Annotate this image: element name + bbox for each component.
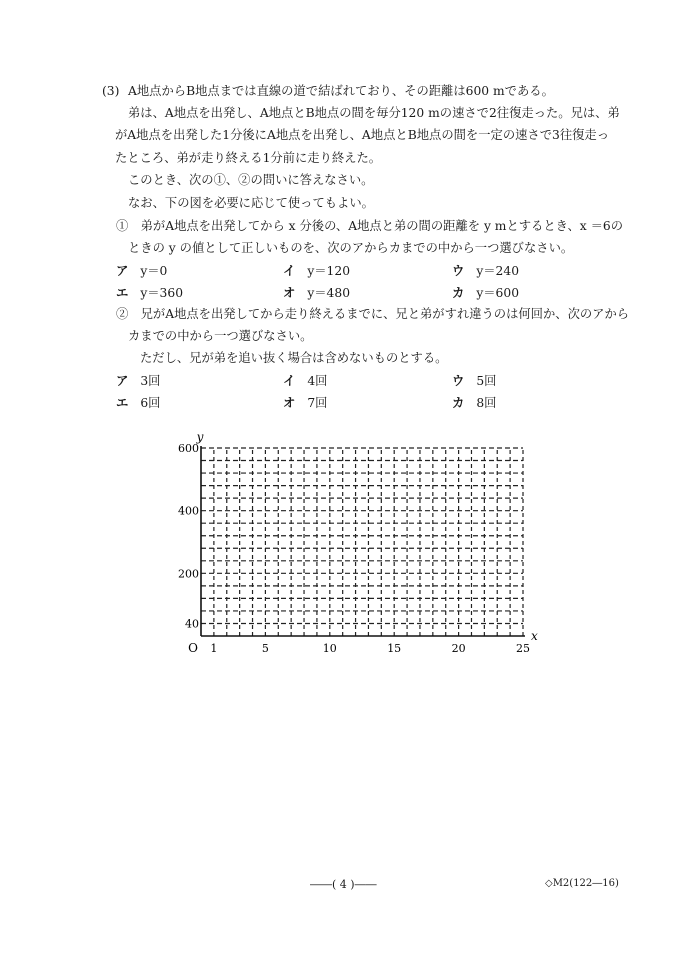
- option-key: エ: [116, 285, 129, 300]
- problem-number: (3): [102, 84, 120, 98]
- x-tick-label: 20: [451, 642, 466, 655]
- problem-line: がA地点を出発した1分後にA地点を出発し、A地点とB地点の間を一定の速さで3往復走っ: [115, 128, 610, 142]
- option-text: y＝240: [476, 264, 520, 278]
- answer-option: [283, 373, 327, 389]
- page-number: ――( 4 )――: [310, 878, 377, 891]
- q2-line: ② 兄がA地点を出発してから走り終えるまでに、兄と弟がすれ違うのは何回か、次のアから: [116, 307, 630, 321]
- option-key: ア: [116, 263, 129, 278]
- problem-line: なお、下の図を必要に応じて使ってもよい。: [128, 196, 374, 210]
- answer-option: [452, 373, 496, 389]
- answer-option: [283, 285, 350, 301]
- option-key: オ: [283, 395, 296, 410]
- x-axis-label: x: [531, 629, 538, 643]
- problem-line: たところ、弟が走り終える1分前に走り終えた。: [115, 151, 382, 165]
- exam-code: ◇M2(122―16): [545, 878, 619, 889]
- answer-option: [283, 395, 327, 411]
- answer-option: [452, 263, 519, 279]
- q1-line: ① 弟がA地点を出発してから x 分後の、A地点と弟の間の距離を y mとするとき、x ＝6の: [116, 219, 624, 233]
- q1-line: ときの y の値として正しいものを、次のアからカまでの中から一つ選びなさい。: [128, 241, 574, 255]
- option-key: エ: [116, 395, 129, 410]
- q2-line: ただし、兄が弟を追い抜く場合は含めないものとする。: [140, 351, 448, 365]
- option-key: カ: [452, 395, 465, 410]
- problem-line: このとき、次の①、②の問いに答えなさい。: [128, 173, 374, 187]
- option-text: y＝360: [140, 286, 184, 300]
- answer-option: [452, 285, 519, 301]
- option-text: 5回: [476, 374, 497, 388]
- answer-option: [116, 373, 160, 389]
- y-tick-label: 600: [178, 442, 199, 455]
- problem-line: A地点からB地点までは直線の道で結ばれており、その距離は600 mである。: [128, 84, 554, 98]
- problem-line: 弟は、A地点を出発し、A地点とB地点の間を毎分120 mの速さで2往復走った。兄は、弟: [128, 106, 620, 120]
- option-key: ウ: [452, 263, 465, 278]
- answer-option: [452, 395, 496, 411]
- option-text: 3回: [140, 374, 161, 388]
- option-key: ウ: [452, 373, 465, 388]
- option-text: 7回: [307, 396, 328, 410]
- x-tick-label: 25: [516, 642, 530, 655]
- x-tick-label: 1: [210, 642, 218, 655]
- answer-option: [283, 263, 350, 279]
- q2-line: カまでの中から一つ選びなさい。: [128, 329, 313, 343]
- x-tick-label: 10: [322, 642, 337, 655]
- origin-label: O: [188, 641, 198, 655]
- option-text: y＝0: [140, 264, 168, 278]
- option-text: 8回: [476, 396, 497, 410]
- option-key: ア: [116, 373, 129, 388]
- option-text: 4回: [307, 374, 328, 388]
- option-text: y＝600: [476, 286, 520, 300]
- y-tick-label: 400: [178, 504, 199, 518]
- y-tick-label: 40: [185, 617, 199, 631]
- answer-option: [116, 285, 183, 301]
- x-tick-label: 5: [261, 642, 269, 655]
- y-tick-label: 200: [178, 567, 199, 581]
- option-key: カ: [452, 285, 465, 300]
- x-tick-label: 15: [387, 642, 402, 655]
- option-text: 6回: [140, 396, 161, 410]
- graph-grid: [170, 425, 550, 665]
- option-text: y＝120: [307, 264, 351, 278]
- option-key: イ: [283, 263, 296, 278]
- answer-option: [116, 263, 167, 279]
- option-text: y＝480: [307, 286, 351, 300]
- answer-option: [116, 395, 160, 411]
- option-key: オ: [283, 285, 296, 300]
- y-axis-label: y: [196, 430, 204, 444]
- option-key: イ: [283, 373, 296, 388]
